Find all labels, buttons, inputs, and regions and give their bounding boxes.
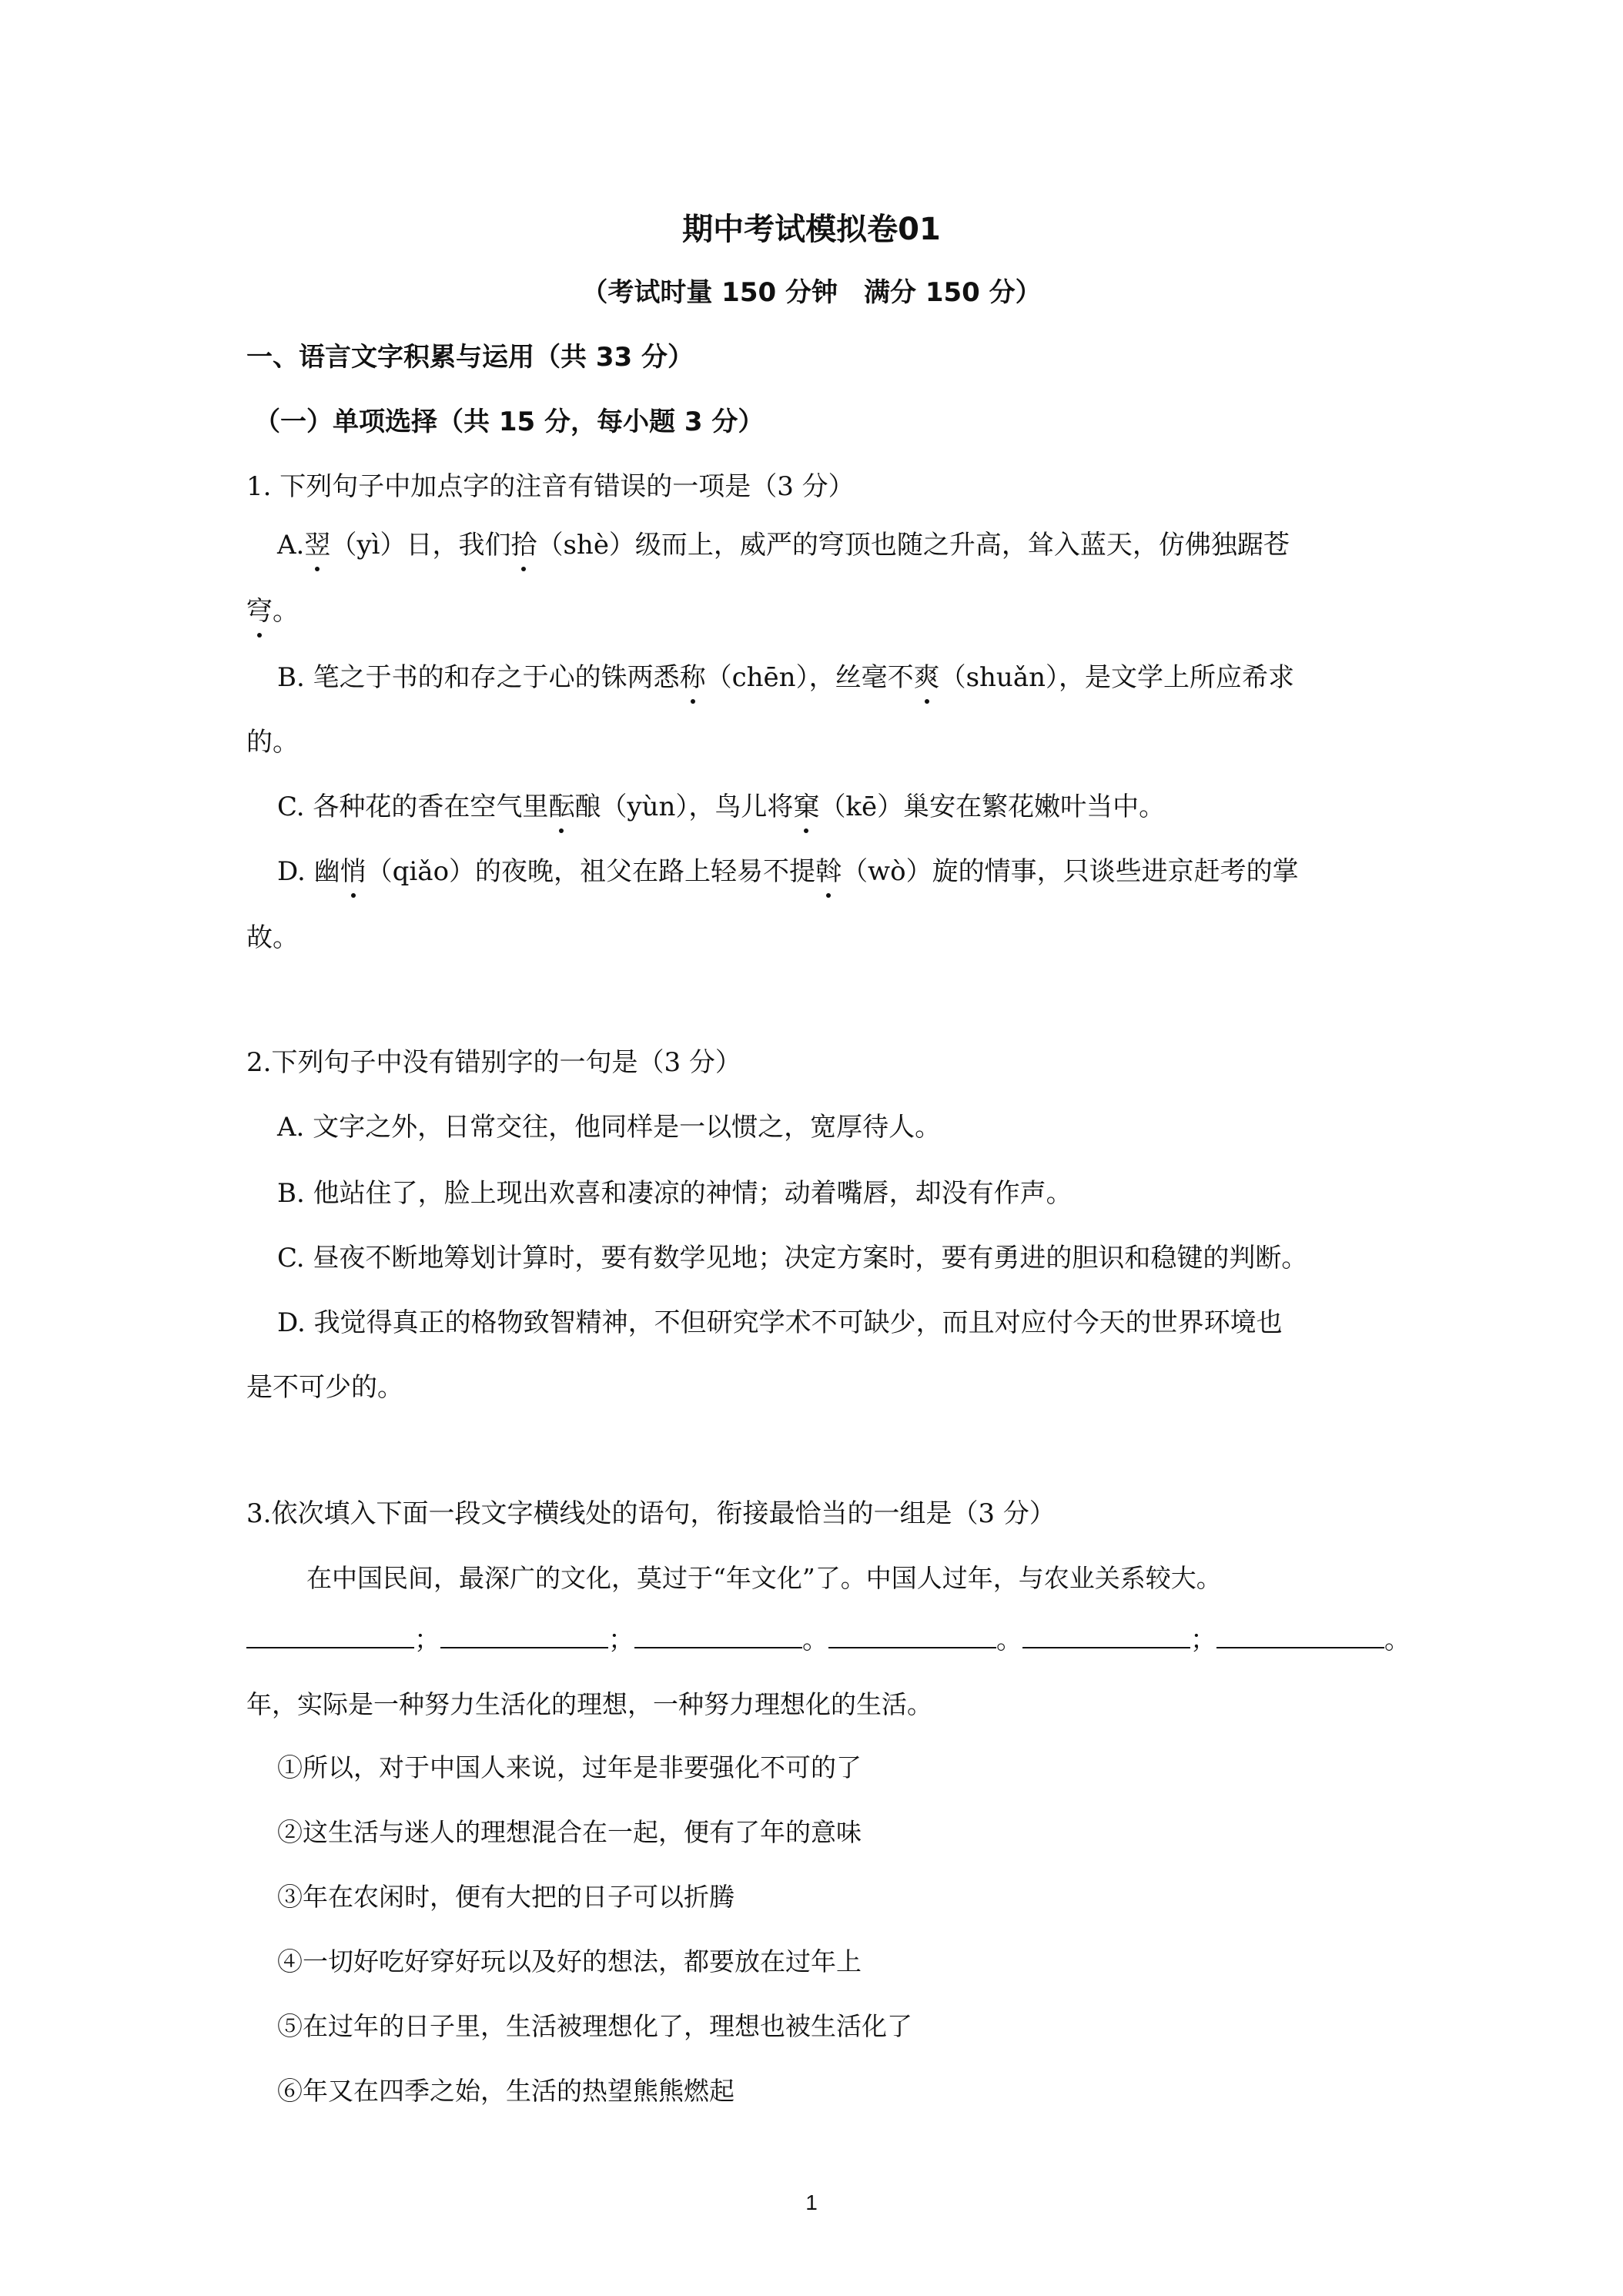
text-segment: （shuǎn），是文学上所应希求 — [939, 662, 1294, 693]
text-segment: 酿（yùn），鸟儿将 — [574, 792, 794, 822]
text-segment: （chēn），丝毫不 — [705, 662, 914, 693]
text-segment: A. — [277, 530, 305, 561]
q2-option-b: B. 他站住了，脸上现出欢喜和凄凉的神情；动着嘴唇，却没有作声。 — [277, 1178, 1073, 1209]
q2-option-c: C. 昼夜不断地筹划计算时，要有数学见地；决定方案时，要有勇进的胆识和稳键的判断。 — [277, 1243, 1308, 1274]
answer-blank[interactable] — [1216, 1622, 1384, 1648]
text-segment: （shè）级而上，威严的穹顶也随之升高，耸入蓝天，仿佛独踞苍 — [537, 530, 1290, 561]
dotted-char: 翌 — [304, 527, 330, 564]
text-segment: B. 笔之于书的和存之于心的铢两悉 — [277, 662, 680, 693]
punctuation: 。 — [802, 1625, 828, 1655]
exam-info: （考试时量 150 分钟 满分 150 分） — [581, 277, 1042, 308]
q3-choice-5: ⑤在过年的日子里，生活被理想化了，理想也被生活化了 — [277, 2011, 912, 2041]
q3-blanks-line — [246, 1622, 1411, 1658]
q2-option-a: A. 文字之外，日常交往，他同样是一以惯之，宽厚待人。 — [277, 1112, 942, 1143]
q3-choice-6: ⑥年又在四季之始，生活的热望熊熊燃起 — [277, 2076, 735, 2106]
q2-option-d: D. 我觉得真正的格物致智精神，不但研究学术不可缺少，而且对应付今天的世界环境也 — [277, 1307, 1283, 1338]
answer-blank[interactable] — [828, 1622, 996, 1648]
q1-option-a-cont — [246, 593, 1386, 630]
q3-stem: 3.依次填入下面一段文字横线处的语句，衔接最恰当的一组是（3 分） — [246, 1498, 1056, 1529]
sub-section-heading: （一）单项选择（共 15 分，每小题 3 分） — [254, 407, 765, 437]
q1-option-d — [277, 853, 1417, 890]
dotted-char: 穹 — [246, 593, 273, 630]
q1-option-a — [277, 527, 1417, 564]
text-segment: （yì）日，我们 — [330, 530, 511, 561]
q2-option-d-cont: 是不可少的。 — [246, 1372, 403, 1403]
dotted-char: 窠 — [793, 788, 819, 825]
text-segment: 。 — [273, 596, 299, 627]
dotted-char: 酝 — [548, 788, 574, 825]
punctuation: ； — [608, 1625, 634, 1655]
text-segment: D. 幽 — [277, 856, 340, 887]
q2-stem: 2.下列句子中没有错别字的一句是（3 分） — [246, 1047, 741, 1078]
punctuation: ； — [414, 1625, 440, 1655]
answer-blank[interactable] — [246, 1622, 414, 1648]
q1-stem: 1. 下列句子中加点字的注音有错误的一项是（3 分） — [246, 471, 855, 502]
punctuation: 。 — [1384, 1625, 1411, 1655]
answer-blank[interactable] — [1022, 1622, 1190, 1648]
dotted-char: 斡 — [815, 853, 842, 890]
page-title: 期中考试模拟卷01 — [682, 212, 941, 247]
q3-after-text: 年，实际是一种努力生活化的理想，一种努力理想化的生活。 — [246, 1689, 932, 1719]
text-segment: C. 各种花的香在空气里 — [277, 792, 549, 822]
q3-choice-4: ④一切好吃好穿好玩以及好的想法，都要放在过年上 — [277, 1946, 862, 1976]
q1-option-d-cont: 故。 — [246, 922, 299, 953]
section-heading: 一、语言文字积累与运用（共 33 分） — [246, 342, 694, 373]
q1-option-b-cont: 的。 — [246, 727, 299, 758]
dotted-char: 拾 — [510, 527, 537, 564]
punctuation: 。 — [996, 1625, 1022, 1655]
text-segment: （kē）巢安在繁花嫩叶当中。 — [819, 792, 1166, 822]
punctuation: ； — [1190, 1625, 1216, 1655]
q1-option-b — [277, 659, 1417, 696]
text-segment: （qiǎo）的夜晚，祖父在路上轻易不提 — [366, 856, 816, 887]
dotted-char: 称 — [680, 659, 706, 696]
answer-blank[interactable] — [440, 1622, 608, 1648]
answer-blank[interactable] — [634, 1622, 802, 1648]
q3-choice-2: ②这生活与迷人的理想混合在一起，便有了年的意味 — [277, 1817, 862, 1847]
q3-passage: 在中国民间，最深广的文化，莫过于“年文化”了。中国人过年，与农业关系较大。 — [306, 1563, 1222, 1593]
dotted-char: 爽 — [914, 659, 940, 696]
q3-choice-3: ③年在农闲时，便有大把的日子可以折腾 — [277, 1882, 735, 1912]
dotted-char: 悄 — [340, 853, 366, 890]
page-number: 1 — [805, 2191, 818, 2214]
text-segment: （wò）旋的情事，只谈些进京赶考的掌 — [842, 856, 1299, 887]
q1-option-c — [277, 788, 1417, 825]
q3-choice-1: ①所以，对于中国人来说，过年是非要强化不可的了 — [277, 1752, 862, 1782]
